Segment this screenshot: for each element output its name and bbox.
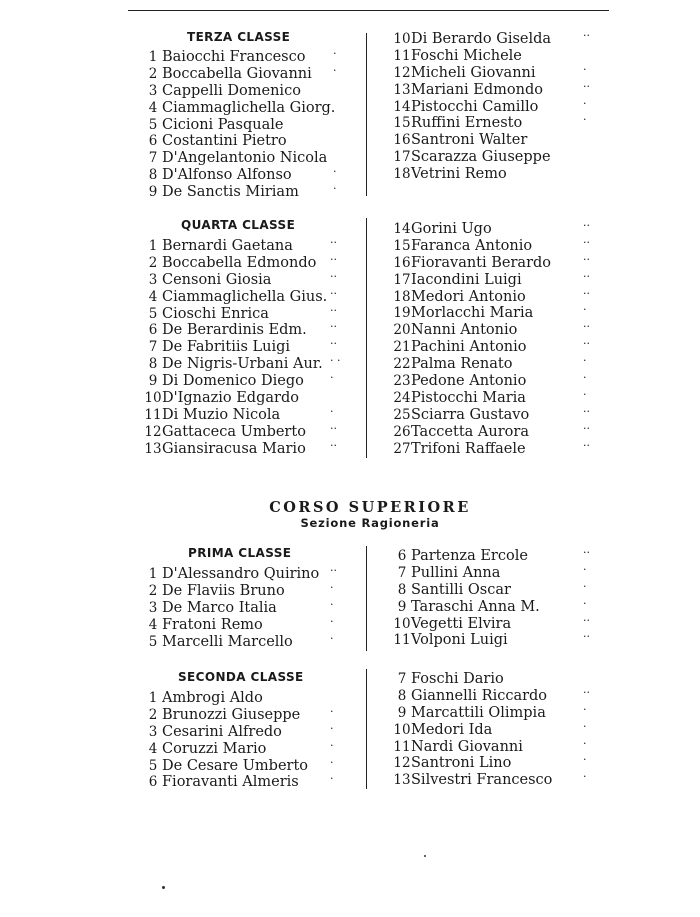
student-name: Cesarini Alfredo — [162, 723, 282, 740]
list-item — [393, 303, 587, 322]
list-item — [393, 337, 590, 356]
grade-mark: ·· — [330, 421, 337, 435]
list-item — [144, 83, 335, 100]
student-name: Marcattili Olimpia — [411, 704, 546, 721]
grade-mark: · — [583, 62, 587, 76]
grade-mark: ·· — [330, 269, 337, 283]
list-item — [393, 770, 587, 789]
list-item — [144, 354, 341, 373]
item-number: 5 — [148, 305, 158, 322]
item-number: 5 — [148, 633, 158, 650]
list-item — [393, 96, 587, 116]
grade-mark: · — [583, 579, 587, 593]
item-number: 10 — [393, 615, 411, 632]
list-item — [144, 150, 335, 167]
list-item — [144, 404, 334, 424]
list-prima-left — [144, 564, 337, 650]
list-item — [144, 167, 335, 184]
student-name: Nanni Antonio — [411, 322, 518, 339]
item-number: 9 — [148, 184, 158, 201]
item-number: 12 — [393, 64, 411, 81]
item-number: 6 — [148, 322, 158, 339]
list-item — [393, 79, 590, 99]
list-seconda-left — [144, 690, 334, 791]
student-name: Partenza Ercole — [411, 548, 528, 564]
student-name: Medori Ida — [411, 721, 493, 738]
student-name: De Fabritiis Luigi — [162, 339, 291, 356]
grade-mark: · — [583, 719, 587, 733]
grade-mark: · — [333, 182, 337, 196]
list-item — [144, 184, 335, 201]
list-item — [393, 438, 590, 458]
item-number: 7 — [148, 150, 158, 167]
grade-mark: · — [583, 113, 587, 127]
student-name: Vetrini Remo — [411, 166, 507, 183]
student-name: Pullini Anna — [411, 564, 501, 581]
grade-mark: ·· — [583, 29, 590, 42]
grade-mark: ·· — [330, 337, 337, 351]
item-number: 3 — [148, 723, 158, 740]
list-item — [144, 49, 335, 66]
item-number: 5 — [148, 116, 158, 133]
list-quarta-left — [144, 236, 341, 458]
item-number: 4 — [148, 288, 158, 305]
list-item — [144, 390, 327, 407]
item-number: 18 — [393, 288, 411, 305]
student-name: Nardi Giovanni — [411, 738, 523, 755]
grade-mark: · — [330, 580, 334, 594]
column-divider — [366, 33, 367, 196]
grade-mark: ·· — [583, 252, 590, 266]
list-item — [144, 738, 334, 758]
grade-mark: · — [333, 63, 337, 77]
top-rule — [128, 10, 609, 11]
item-number: 6 — [148, 133, 158, 150]
grade-mark: · · — [330, 354, 341, 368]
student-name: Boccabella Edmondo — [162, 254, 317, 271]
student-name: Baiocchi Francesco — [162, 49, 306, 65]
student-name: Scarazza Giuseppe — [411, 149, 551, 166]
grade-mark: ·· — [583, 546, 590, 559]
item-number: 13 — [393, 772, 411, 789]
grade-mark: · — [330, 755, 334, 769]
list-item — [393, 404, 590, 424]
grade-mark: · — [583, 96, 587, 110]
list-item — [393, 269, 590, 289]
list-quarta-right — [393, 219, 590, 457]
grade-mark: · — [583, 562, 587, 576]
list-item — [393, 387, 587, 407]
item-number: 11 — [393, 632, 411, 649]
list-item — [144, 421, 337, 441]
grade-mark: ·· — [330, 564, 337, 577]
list-prima-right — [393, 546, 590, 649]
grade-mark: · — [583, 387, 587, 401]
student-name: Ambrogi Aldo — [162, 690, 263, 706]
list-item — [393, 166, 551, 183]
list-item — [393, 62, 587, 82]
grade-mark: ·· — [583, 438, 590, 452]
item-number: 25 — [393, 406, 411, 423]
item-number: 17 — [393, 271, 411, 288]
grade-mark: · — [583, 736, 587, 750]
student-name: Trifoni Raffaele — [411, 440, 526, 457]
item-number: 3 — [148, 271, 158, 288]
list-item — [393, 132, 551, 149]
heading-seconda-classe: SECONDA CLASSE — [178, 670, 304, 684]
grade-mark: · — [330, 371, 334, 385]
item-number: 27 — [393, 440, 411, 457]
student-name: Giannelli Riccardo — [411, 687, 548, 704]
item-number: 16 — [393, 254, 411, 271]
item-number: 8 — [148, 356, 158, 373]
list-item — [144, 564, 337, 583]
item-number: 7 — [397, 671, 407, 687]
grade-mark: · — [330, 721, 334, 735]
column-divider — [366, 669, 367, 789]
student-name: Brunozzi Giuseppe — [162, 706, 301, 723]
student-name: Santroni Walter — [411, 132, 528, 149]
item-number: 1 — [148, 690, 158, 706]
item-number: 4 — [148, 740, 158, 757]
grade-mark: · — [330, 704, 334, 718]
item-number: 3 — [148, 82, 158, 99]
student-name: Foschi Michele — [411, 47, 522, 64]
student-name: Ciammaglichella Gius. — [162, 288, 328, 305]
item-number: 15 — [393, 237, 411, 254]
list-item — [393, 29, 590, 48]
student-name: De Flaviis Bruno — [162, 582, 285, 599]
item-number: 11 — [393, 47, 411, 64]
student-name: Pedone Antonio — [411, 373, 527, 390]
item-number: 6 — [397, 548, 407, 564]
grade-mark: · — [583, 354, 587, 368]
student-name: Ruffini Ernesto — [411, 115, 523, 132]
item-number: 23 — [393, 373, 411, 390]
list-item — [393, 630, 590, 649]
student-name: D'Angelantonio Nicola — [162, 150, 328, 167]
item-number: 26 — [393, 423, 411, 440]
student-name: De Nigris-Urbani Aur. — [162, 356, 323, 373]
item-number: 21 — [393, 339, 411, 356]
student-name: Cioschi Enrica — [162, 305, 269, 322]
list-item — [144, 320, 337, 339]
item-number: 12 — [393, 755, 411, 772]
student-name: Iacondini Luigi — [411, 271, 522, 288]
list-item — [393, 421, 590, 441]
list-item — [393, 252, 590, 272]
student-name: Taccetta Aurora — [411, 423, 529, 440]
list-item — [393, 579, 587, 599]
grade-mark: ·· — [583, 337, 590, 351]
item-number: 8 — [397, 581, 407, 598]
item-number: 10 — [144, 390, 162, 407]
item-number: 15 — [393, 115, 411, 132]
list-item — [144, 690, 308, 707]
item-number: 19 — [393, 305, 411, 322]
student-name: D'Ignazio Edgardo — [162, 390, 299, 407]
item-number: 1 — [148, 566, 158, 582]
sezione-subtitle: Sezione Ragioneria — [300, 516, 440, 530]
grade-mark: · — [330, 631, 334, 645]
student-name: Coruzzi Mario — [162, 740, 267, 757]
item-number: 24 — [393, 389, 411, 406]
item-number: 13 — [144, 440, 162, 457]
item-number: 9 — [148, 373, 158, 390]
student-name: Gorini Ugo — [411, 221, 492, 237]
item-number: 20 — [393, 322, 411, 339]
student-name: D'Alessandro Quirino — [162, 566, 320, 582]
grade-mark: · — [330, 772, 334, 786]
grade-mark: ·· — [583, 421, 590, 435]
grade-mark: · — [583, 303, 587, 317]
grade-mark: ·· — [583, 79, 590, 93]
list-item — [393, 736, 587, 756]
grade-mark: ·· — [583, 219, 590, 232]
list-item — [393, 613, 590, 633]
item-number: 1 — [148, 238, 158, 254]
student-name: Medori Antonio — [411, 288, 526, 305]
student-name: Fioravanti Berardo — [411, 254, 552, 271]
item-number: 8 — [148, 167, 158, 184]
item-number: 14 — [393, 221, 411, 237]
column-divider — [366, 546, 367, 651]
list-item — [144, 133, 335, 150]
student-name: Bernardi Gaetana — [162, 238, 293, 254]
list-item — [144, 337, 337, 356]
list-seconda-right — [393, 671, 590, 789]
list-item — [144, 236, 337, 255]
student-name: Micheli Giovanni — [411, 64, 536, 81]
grade-mark: ·· — [330, 438, 337, 452]
list-item — [393, 113, 587, 132]
list-item — [144, 721, 334, 741]
item-number: 2 — [148, 254, 158, 271]
item-number: 3 — [148, 599, 158, 616]
list-item — [144, 438, 337, 458]
list-terza-left — [144, 49, 335, 201]
column-divider — [366, 218, 367, 458]
list-item — [393, 685, 590, 705]
grade-mark: · — [333, 47, 337, 60]
grade-mark: ·· — [583, 235, 590, 249]
item-number: 2 — [148, 706, 158, 723]
list-item — [144, 252, 337, 272]
student-name: Mariani Edmondo — [411, 81, 543, 98]
student-name: Di Domenico Diego — [162, 373, 304, 390]
student-name: Fioravanti Almeris — [162, 774, 299, 791]
item-number: 16 — [393, 132, 411, 149]
item-number: 10 — [393, 31, 411, 47]
list-item — [144, 772, 334, 791]
student-name: Vegetti Elvira — [411, 615, 512, 632]
item-number: 18 — [393, 166, 411, 183]
grade-mark: ·· — [583, 404, 590, 418]
item-number: 5 — [148, 757, 158, 774]
heading-quarta-classe: QUARTA CLASSE — [181, 218, 296, 232]
item-number: 4 — [148, 99, 158, 116]
grade-mark: ·· — [330, 320, 337, 334]
student-name: De Cesare Umberto — [162, 757, 309, 774]
list-item — [393, 219, 590, 238]
item-number: 7 — [397, 564, 407, 581]
student-name: Di Muzio Nicola — [162, 406, 281, 423]
student-name: De Marco Italia — [162, 599, 277, 616]
grade-mark: · — [583, 753, 587, 767]
list-terza-right — [393, 29, 590, 183]
list-item — [393, 235, 590, 255]
list-item — [144, 286, 337, 306]
item-number: 1 — [148, 49, 158, 65]
grade-mark: ·· — [330, 252, 337, 266]
student-name: Fratoni Remo — [162, 616, 263, 633]
list-item — [144, 580, 334, 600]
student-name: Taraschi Anna M. — [411, 598, 540, 615]
grade-mark: · — [583, 596, 587, 610]
student-name: Censoni Giosia — [162, 271, 272, 288]
item-number: 6 — [148, 774, 158, 791]
grade-mark: · — [330, 738, 334, 752]
list-item — [144, 631, 334, 651]
student-name: De Sanctis Miriam — [162, 184, 299, 201]
list-item — [144, 63, 337, 83]
grade-mark: ·· — [583, 630, 590, 644]
item-number: 13 — [393, 81, 411, 98]
ink-speck — [162, 886, 165, 889]
list-item — [144, 100, 335, 117]
student-name: Santroni Lino — [411, 755, 512, 772]
student-name: Giansiracusa Mario — [162, 440, 306, 457]
student-name: Pachini Antonio — [411, 339, 527, 356]
student-name: Boccabella Giovanni — [162, 65, 312, 82]
grade-mark: · — [330, 614, 334, 628]
student-name: Santilli Oscar — [411, 581, 511, 598]
student-name: Cicioni Pasquale — [162, 116, 284, 133]
heading-terza-classe: TERZA CLASSE — [187, 30, 291, 44]
student-name: Palma Renato — [411, 356, 513, 373]
student-name: Di Berardo Giselda — [411, 31, 552, 47]
student-name: Sciarra Gustavo — [411, 406, 530, 423]
student-name: Ciammaglichella Giorg. — [162, 99, 336, 116]
grade-mark: ·· — [583, 286, 590, 300]
student-name: Morlacchi Maria — [411, 305, 534, 322]
list-item — [393, 753, 587, 772]
item-number: 12 — [144, 423, 162, 440]
item-number: 11 — [393, 738, 411, 755]
grade-mark: · — [583, 371, 587, 385]
list-item — [144, 269, 337, 289]
student-name: Marcelli Marcello — [162, 633, 293, 650]
list-item — [144, 371, 334, 390]
item-number: 8 — [397, 687, 407, 704]
student-name: Silvestri Francesco — [411, 772, 553, 789]
list-item — [393, 286, 590, 306]
list-item — [393, 719, 587, 739]
student-name: Cappelli Domenico — [162, 82, 301, 99]
list-item — [144, 597, 334, 617]
item-number: 22 — [393, 356, 411, 373]
item-number: 2 — [148, 65, 158, 82]
grade-mark: · — [330, 404, 334, 418]
grade-mark: ·· — [330, 286, 337, 300]
student-name: Volponi Luigi — [411, 632, 508, 649]
list-item — [144, 704, 334, 724]
grade-mark: ·· — [330, 303, 337, 317]
item-number: 4 — [148, 616, 158, 633]
grade-mark: · — [583, 770, 587, 784]
student-name: Pistocchi Camillo — [411, 98, 539, 115]
grade-mark: ·· — [583, 269, 590, 283]
ink-speck — [424, 855, 426, 857]
grade-mark: ·· — [583, 613, 590, 627]
list-item — [393, 702, 587, 722]
corso-superiore-title: CORSO SUPERIORE — [269, 499, 471, 516]
item-number: 9 — [397, 704, 407, 721]
item-number: 17 — [393, 149, 411, 166]
list-item — [393, 320, 590, 339]
list-item — [393, 596, 587, 616]
item-number: 2 — [148, 582, 158, 599]
grade-mark: ·· — [330, 236, 337, 249]
item-number: 10 — [393, 721, 411, 738]
list-item — [144, 614, 334, 634]
list-item — [393, 48, 551, 65]
grade-mark: · — [583, 702, 587, 716]
student-name: Costantini Pietro — [162, 133, 287, 150]
item-number: 9 — [397, 598, 407, 615]
item-number: 7 — [148, 339, 158, 356]
list-item — [393, 546, 590, 565]
list-item — [393, 149, 551, 166]
student-name: Faranca Antonio — [411, 237, 533, 254]
list-item — [144, 303, 337, 323]
list-item — [393, 671, 552, 688]
list-item — [393, 562, 587, 582]
student-name: De Berardinis Edm. — [162, 322, 307, 339]
grade-mark: ·· — [583, 320, 590, 334]
list-item — [144, 755, 334, 775]
item-number: 11 — [144, 406, 162, 423]
list-item — [393, 354, 587, 373]
grade-mark: ·· — [583, 685, 590, 699]
list-item — [393, 371, 587, 390]
grade-mark: · — [333, 165, 337, 179]
list-item — [144, 117, 335, 134]
student-name: D'Alfonso Alfonso — [162, 167, 292, 184]
heading-prima-classe: PRIMA CLASSE — [188, 546, 292, 560]
student-name: Foschi Dario — [411, 671, 504, 687]
item-number: 14 — [393, 98, 411, 115]
grade-mark: · — [330, 597, 334, 611]
student-name: Pistocchi Maria — [411, 389, 526, 406]
student-name: Gattaceca Umberto — [162, 423, 306, 440]
